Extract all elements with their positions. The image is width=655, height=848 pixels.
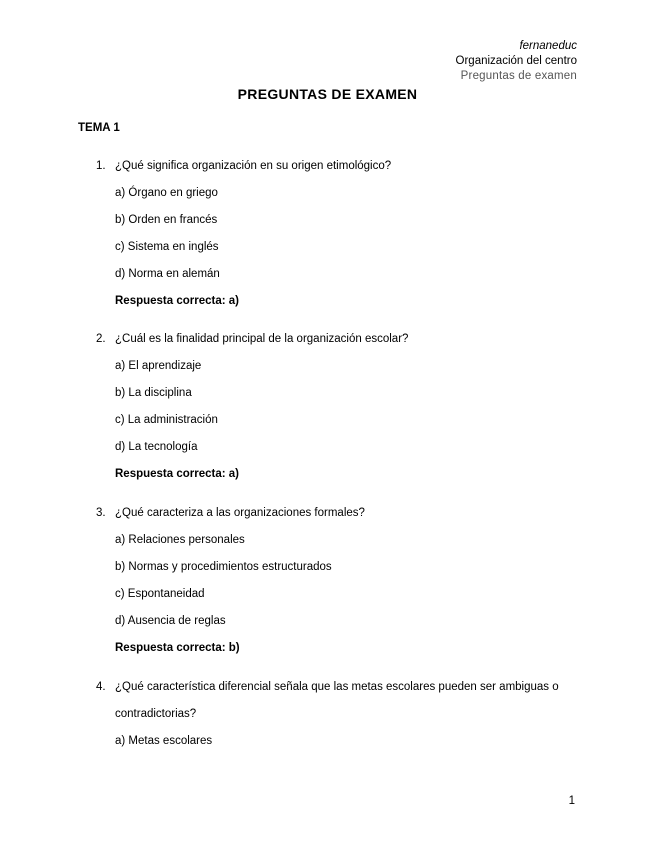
header-document-name: Preguntas de examen: [460, 70, 577, 82]
header-subject: Organización del centro: [455, 55, 577, 67]
section-title: TEMA 1: [78, 122, 120, 134]
question-3-option-a: a) Relaciones personales: [115, 534, 245, 546]
question-2-option-a: a) El aprendizaje: [115, 360, 202, 372]
question-3-option-b: b) Normas y procedimientos estructurados: [115, 561, 332, 573]
question-2: [96, 333, 408, 345]
question-3-option-d: d) Ausencia de reglas: [115, 615, 226, 627]
question-number: 1.: [96, 160, 106, 172]
question-2-answer: Respuesta correcta: a): [115, 468, 239, 480]
question-3-option-c: c) Espontaneidad: [115, 588, 205, 600]
question-1-option-b: b) Orden en francés: [115, 214, 218, 226]
question-3: [96, 507, 365, 519]
question-text: ¿Cuál es la finalidad principal de la organización escolar?: [115, 333, 409, 345]
question-1-answer: Respuesta correcta: a): [115, 295, 239, 307]
question-1-option-c: c) Sistema en inglés: [115, 241, 219, 253]
question-3-answer: Respuesta correcta: b): [115, 642, 240, 654]
header-author: fernaneduc: [519, 40, 577, 52]
question-4-option-a: a) Metas escolares: [115, 735, 213, 747]
question-1-option-a: a) Órgano en griego: [115, 187, 218, 199]
question-2-option-c: c) La administración: [115, 414, 218, 426]
question-text: ¿Qué caracteriza a las organizaciones formales?: [115, 507, 365, 519]
question-2-option-d: d) La tecnología: [115, 441, 198, 453]
question-text: ¿Qué significa organización en su origen etimológico?: [115, 160, 392, 172]
question-4: [96, 681, 559, 693]
question-number: 3.: [96, 507, 106, 519]
question-number: 4.: [96, 681, 106, 693]
question-1: [96, 160, 391, 172]
question-number: 2.: [96, 333, 106, 345]
page-number: 1: [568, 795, 575, 807]
document-title: PREGUNTAS DE EXAMEN: [237, 86, 418, 102]
question-1-option-d: d) Norma en alemán: [115, 268, 220, 280]
question-text: ¿Qué característica diferencial señala que las metas escolares pueden ser ambiguas o: [115, 681, 559, 693]
question-2-option-b: b) La disciplina: [115, 387, 192, 399]
question-4-text-continuation: contradictorias?: [115, 708, 197, 720]
